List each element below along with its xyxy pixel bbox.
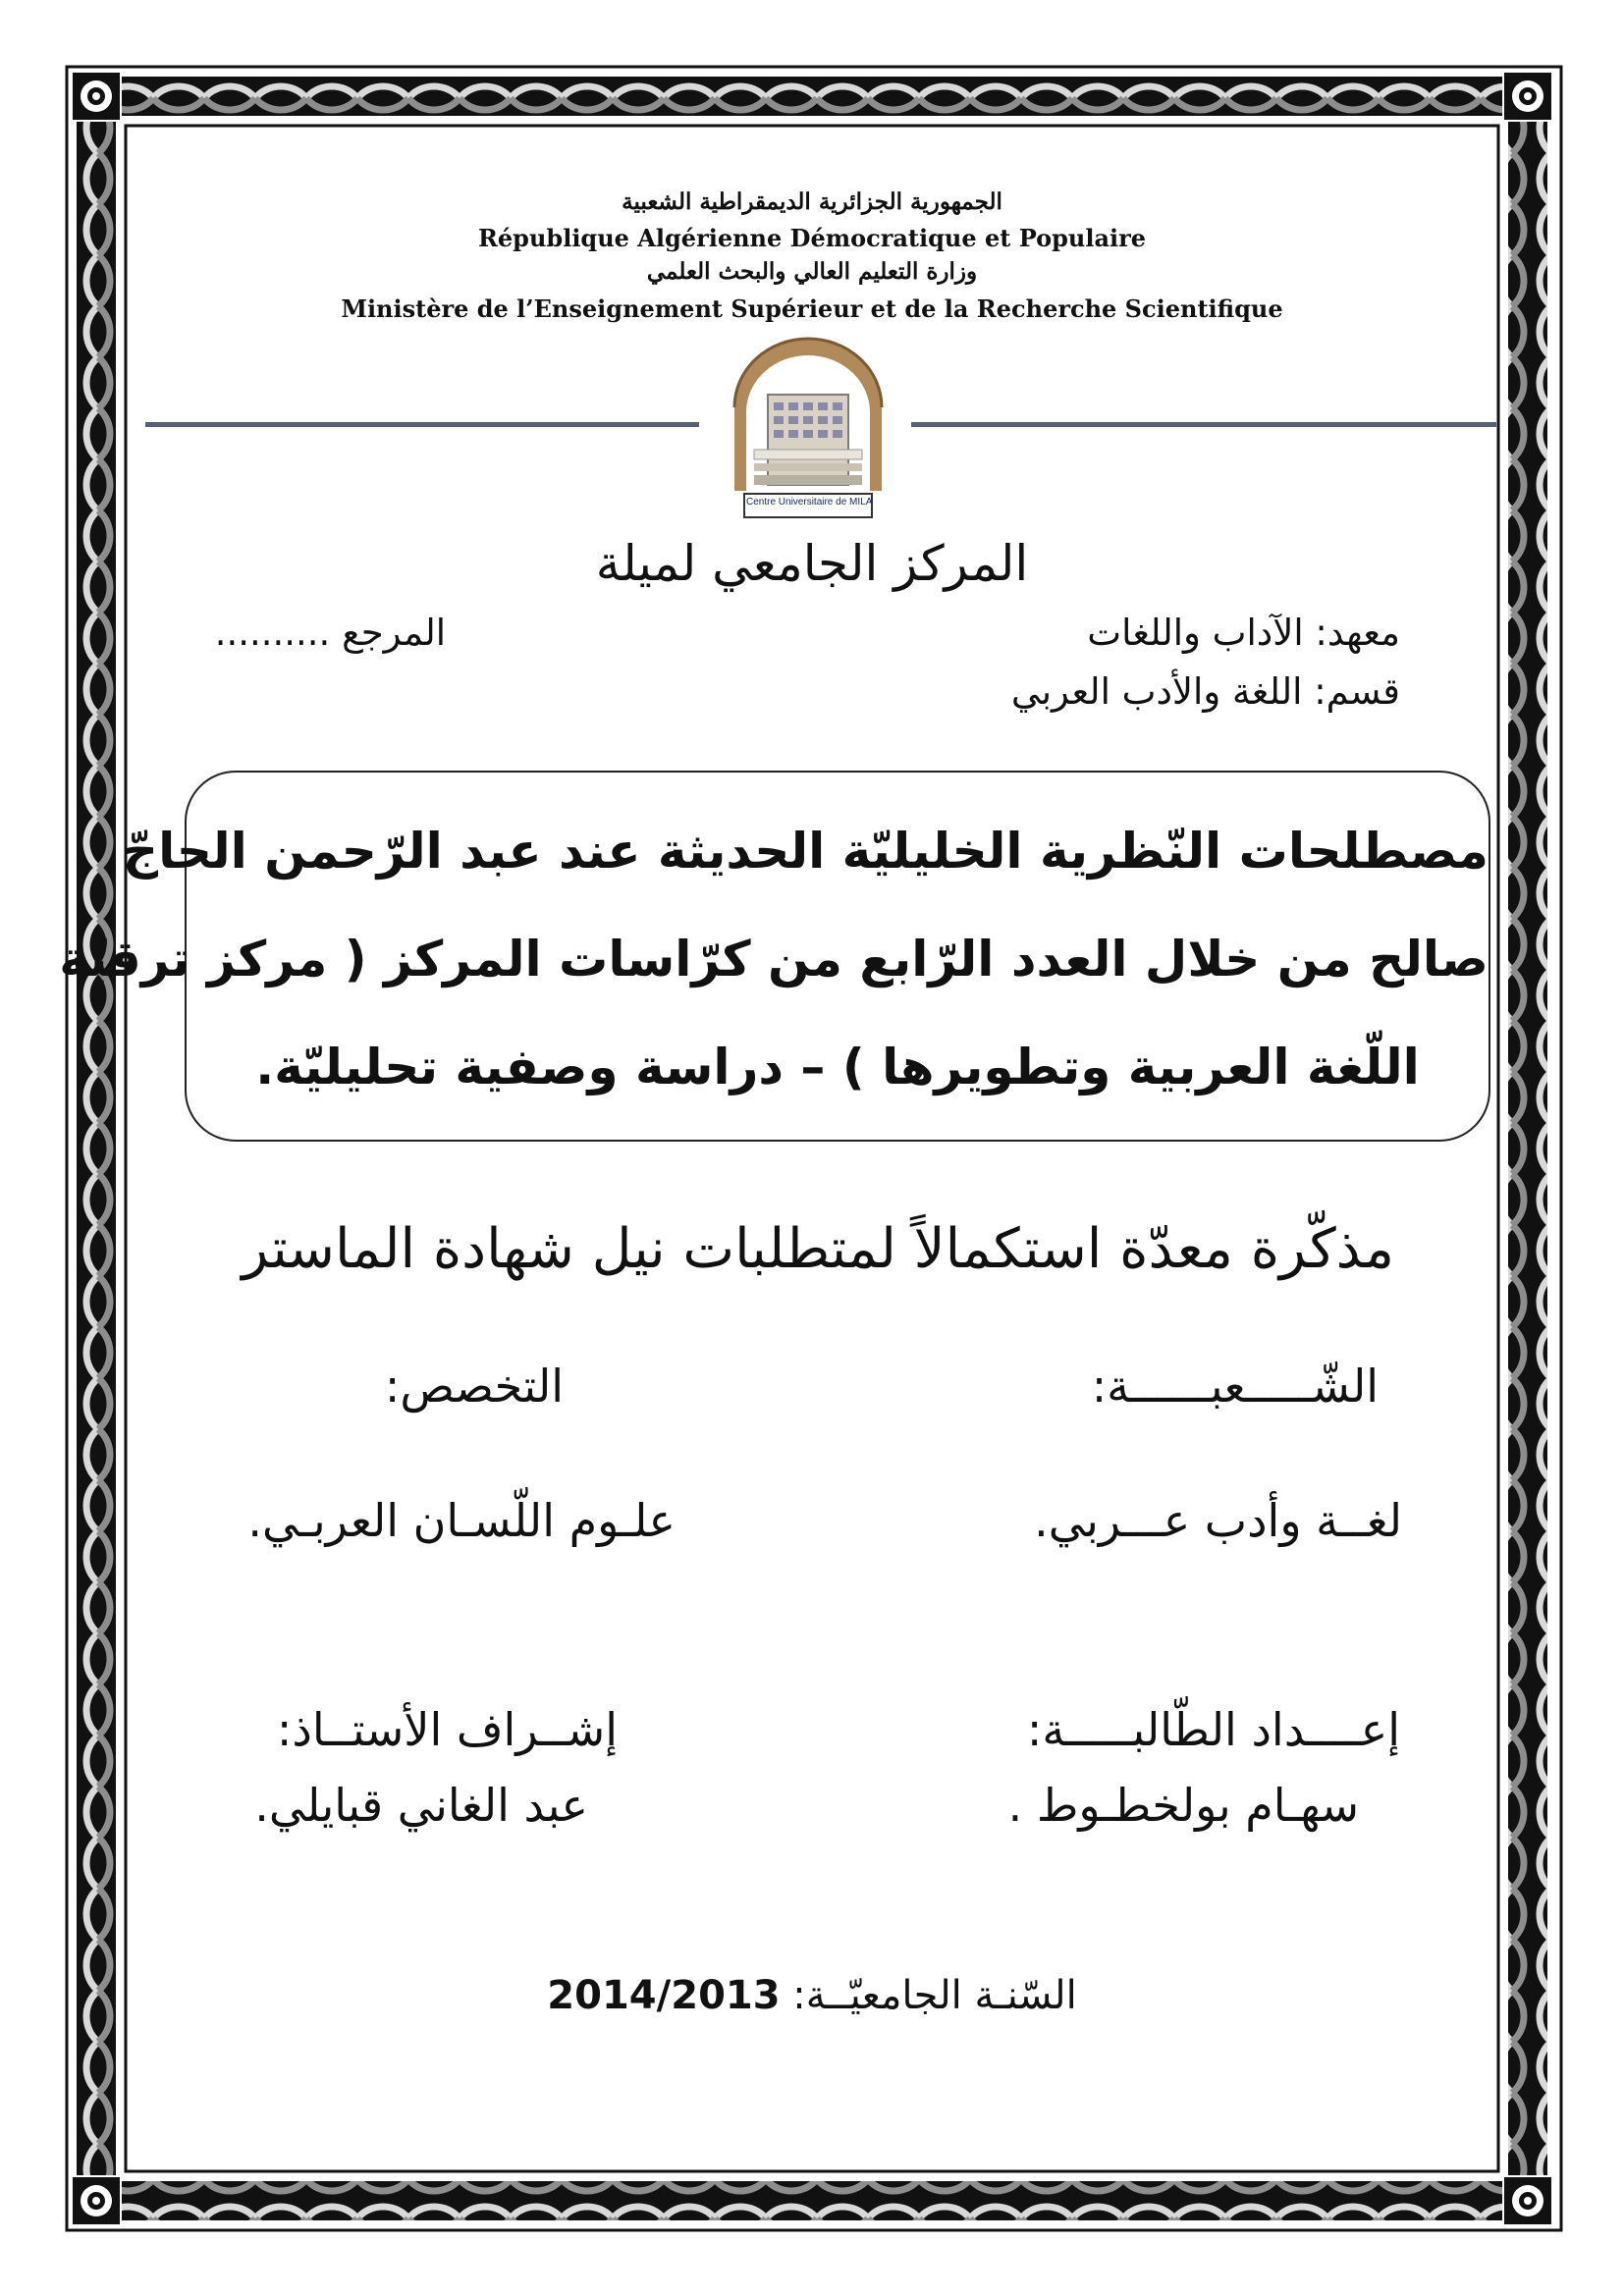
corner-ornament-icon — [73, 73, 120, 120]
university-logo — [725, 334, 892, 525]
student-name: سهـام بولخطـوط . — [1007, 1779, 1359, 1832]
corner-ornament-icon — [73, 2177, 120, 2224]
memo-statement: مذكّرة معدّة استكمالاً لمتطلبات نيل شهادة الماستر — [242, 1217, 1394, 1281]
reference-field: المرجع .......... — [214, 612, 446, 654]
header-ministry-fr: Ministère de l’Enseignement Supérieur et de la Recherche Scientifique — [341, 294, 1283, 323]
header-rule-left — [145, 422, 699, 427]
logo-caption: Centre Universitaire de MILA — [746, 497, 873, 507]
institute-line — [1087, 612, 1400, 654]
header-ministry-ar: وزارة التعليم العالي والبحث العلمي — [646, 258, 978, 285]
supervisor-label: إشــراف الأستــاذ: — [276, 1703, 618, 1756]
specialty-label: التخصص: — [384, 1360, 564, 1413]
academic-year-value: 2014/2013 — [547, 1973, 781, 2018]
thesis-title-line-3: اللّغة العربية وتطويرها ) – دراسة وصفية تحليليّة. — [255, 1039, 1420, 1095]
institute-value: الآداب واللغات — [1087, 612, 1304, 654]
branch-value: لغــة وأدب عـــربي. — [1034, 1494, 1402, 1547]
corner-ornament-icon — [1504, 73, 1551, 120]
department-label: قسم: — [1314, 670, 1400, 713]
header-republic-ar: الجمهورية الجزائرية الديمقراطية الشعبية — [622, 188, 1002, 215]
supervisor-name: عبد الغاني قبايلي. — [254, 1779, 588, 1832]
specialty-value: علـوم اللّسـان العربـي. — [247, 1494, 676, 1547]
academic-year-label: السّنـة الجامعيّــة: — [792, 1973, 1077, 2018]
thesis-title-line-2: صالح من خلال العدد الرّابع من كرّاسات المركز ( مركز ترقيّة — [59, 931, 1489, 988]
institution-name: المركز الجامعي لميلة — [595, 535, 1029, 592]
student-label: إعــــداد الطّالبـــــة: — [1026, 1703, 1400, 1756]
branch-label: الشّـــــعبــــــة: — [1091, 1360, 1379, 1413]
header-rule-right — [911, 422, 1496, 427]
department-value: اللغة والأدب العربي — [1010, 670, 1303, 713]
department-line — [1011, 670, 1400, 713]
academic-year — [0, 1973, 1624, 2018]
thesis-title-line-1: مصطلحات النّظرية الخليليّة الحديثة عند عبد الرّحمن الحاجّ — [123, 823, 1489, 880]
corner-ornament-icon — [1504, 2177, 1551, 2224]
header-republic-fr: République Algérienne Démocratique et Populaire — [477, 224, 1147, 252]
institute-label: معهد: — [1315, 612, 1400, 654]
